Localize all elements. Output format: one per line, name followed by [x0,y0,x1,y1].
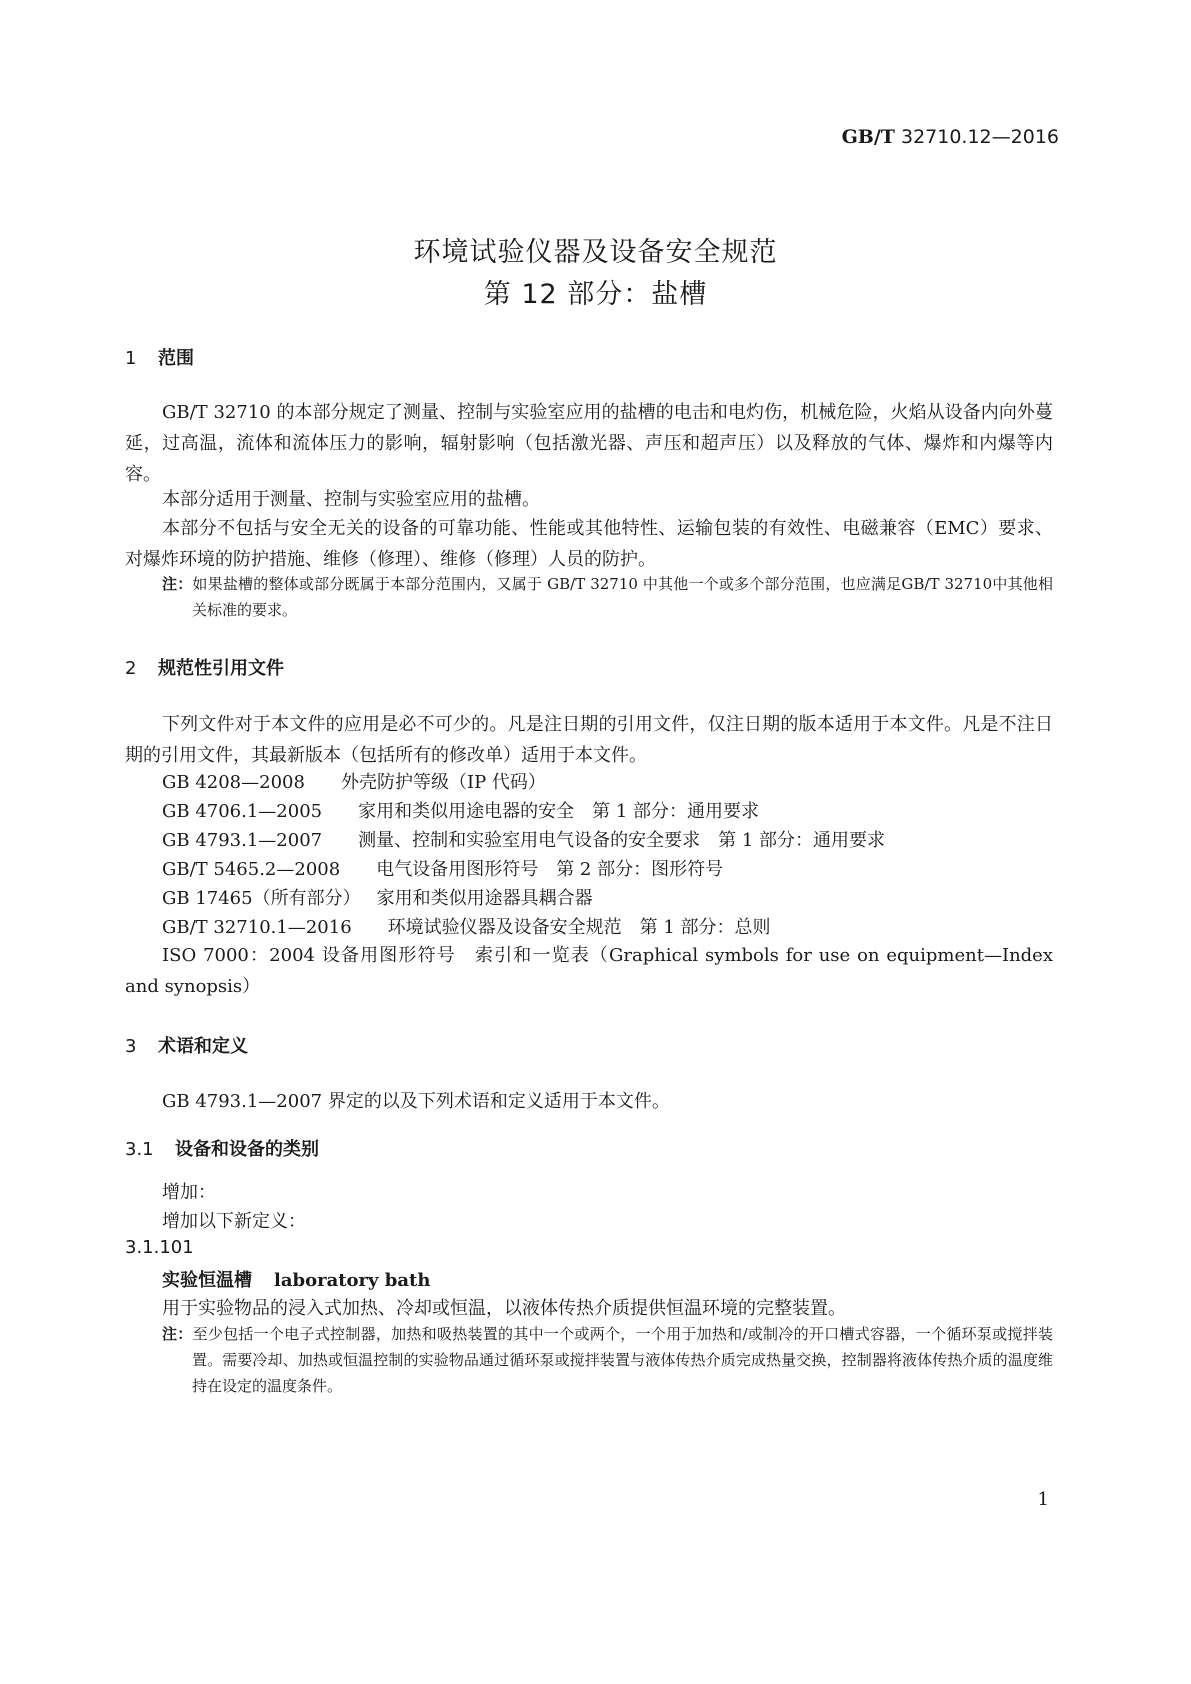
reference-item-iso: ISO 7000：2004 设备用图形符号 索引和一览表（Graphical symbols for use on equipment—Index and synopsis） [125,945,1053,997]
scope-paragraph-2: 本部分适用于测量、控制与实验室应用的盐槽。 [162,489,540,510]
terms-intro: GB 4793.1—2007 界定的以及下列术语和定义适用于本文件。 [162,1091,670,1112]
term-number: 3.1.101 [125,1237,194,1258]
document-subtitle: 第 12 部分：盐槽 [483,279,708,310]
standard-prefix: GB/T [841,126,895,148]
section-3-heading: 3 术语和定义 [125,1036,248,1057]
reference-item: GB/T 5465.2—2008 电气设备用图形符号 第 2 部分：图形符号 [162,859,724,880]
scope-note: 注：如果盐槽的整体或部分既属于本部分范围内，又属于 GB/T 32710 中其他一个或多个部分范围，也应满足GB/T 32710中其他相关标准的要求。 [162,575,1053,619]
standard-code: 32710.12—2016 [900,126,1059,148]
term-note: 注：至少包括一个电子式控制器，加热和吸热装置的其中一个或两个，一个用于加热和/或制冷的开口槽式容器，一个循环泵或搅拌装置。需要冷却、加热或恒温控制的实验物品通过循环泵或搅拌装置与液体传热介质完成热量交换，控制器将液体传热介质的温度维持在设定的温度条件。 [162,1325,1053,1395]
document-title: 环境试验仪器及设备安全规范 [413,237,778,268]
scope-paragraph-3: 本部分不包括与安全无关的设备的可靠功能、性能或其他特性、运输包装的有效性、电磁兼容（EMC）要求、对爆炸环境的防护措施、维修（修理）、维修（修理）人员的防护。 [125,518,1053,570]
references-intro: 下列文件对于本文件的应用是必不可少的。凡是注日期的引用文件，仅注日期的版本适用于本文件。凡是不注日期的引用文件，其最新版本（包括所有的修改单）适用于本文件。 [125,714,1053,766]
reference-item: GB 4793.1—2007 测量、控制和实验室用电气设备的安全要求 第 1 部分：通用要求 [162,830,886,851]
term-definition: 用于实验物品的浸入式加热、冷却或恒温，以液体传热介质提供恒温环境的完整装置。 [162,1298,846,1319]
term-name: 实验恒温槽 laboratory bath [162,1270,431,1291]
page-number: 1 [1037,1489,1049,1510]
scope-paragraph-1: GB/T 32710 的本部分规定了测量、控制与实验室应用的盐槽的电击和电灼伤，机械危险，火焰从设备内向外蔓延，过高温，流体和流体压力的影响，辐射影响（包括激光器、声压和超声压）以及释放的气体、爆炸和内爆等内容。 [125,402,1053,485]
reference-item: GB/T 32710.1—2016 环境试验仪器及设备安全规范 第 1 部分：总则 [162,917,771,938]
reference-item: GB 4706.1—2005 家用和类似用途电器的安全 第 1 部分：通用要求 [162,801,760,822]
reference-item: GB 4208—2008 外壳防护等级（IP 代码） [162,772,546,793]
section-3-1-heading: 3.1 设备和设备的类别 [125,1139,319,1160]
standard-number [842,126,1059,148]
section-1-heading: 1 范围 [125,348,194,369]
addition-label: 增加： [162,1182,216,1203]
section-2-heading: 2 规范性引用文件 [125,658,284,679]
addition-intro: 增加以下新定义： [162,1211,306,1232]
reference-item: GB 17465（所有部分） 家用和类似用途器具耦合器 [162,888,593,909]
